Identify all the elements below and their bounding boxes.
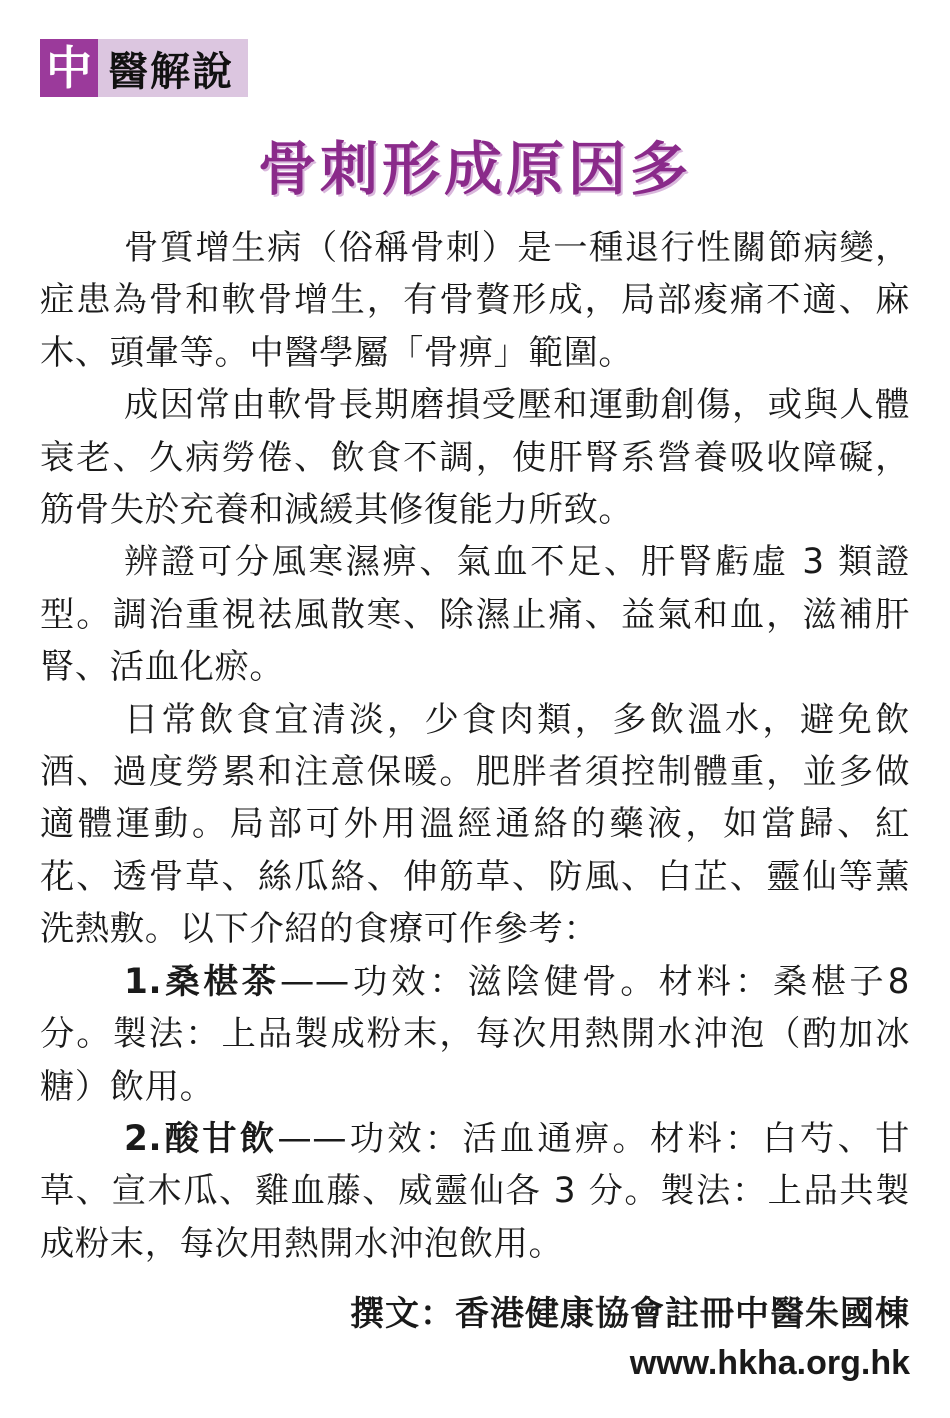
recipe-item xyxy=(40,956,910,1113)
paragraph-causes: 成因常由軟骨長期磨損受壓和運動創傷，或與人體衰老、久病勞倦、飲食不調，使肝腎系營養吸收障礙，筋骨失於充養和減緩其修復能力所致。 xyxy=(40,385,910,531)
column-badge: 中 xyxy=(40,39,98,97)
column-label: 醫解說 xyxy=(98,39,248,97)
recipe-item xyxy=(40,1113,910,1270)
paragraph-diagnosis: 辨證可分風寒濕痹、氣血不足、肝腎虧虛 3 類證型。調治重視祛風散寒、除濕止痛、益氣和血，滋補肝腎、活血化瘀。 xyxy=(40,542,910,688)
article-title: 骨刺形成原因多 xyxy=(257,135,692,203)
recipe-name: 1.桑椹茶 xyxy=(124,961,280,1002)
column-header xyxy=(40,38,248,98)
recipe-text: ——功效：滋陰健骨。材料：桑椹子8分。製法：上品製成粉末，每次用熱開水沖泡（酌加冰糖）飲用。 xyxy=(40,961,910,1107)
paragraph-daily-care: 日常飲食宜清淡，少食肉類，多飲溫水，避免飲酒、過度勞累和注意保暖。肥胖者須控制體重，並多做適體運動。局部可外用溫經通絡的藥液，如當歸、紅花、透骨草、絲瓜絡、伸筋草、防風、白芷、靈仙等薰洗熱敷。以下介紹的食療可作參考： xyxy=(40,699,910,950)
website-url: www.hkha.org.hk xyxy=(629,1344,910,1382)
paragraph-definition: 骨質增生病（俗稱骨刺）是一種退行性關節病變，症患為骨和軟骨增生，有骨贅形成，局部痠痛不適、麻木、頭暈等。中醫學屬「骨痹」範圍。 xyxy=(40,228,910,373)
recipe-text: ——功效：活血通痹。材料：白芍、甘草、宣木瓜、雞血藤、威靈仙各 3 分。製法：上品共製成粉末，每次用熱開水沖泡飲用。 xyxy=(40,1118,910,1264)
article-body xyxy=(40,222,910,1270)
recipe-name: 2.酸甘飲 xyxy=(124,1118,278,1159)
author-byline: 撰文：香港健康協會註冊中醫朱國棟 xyxy=(350,1294,910,1334)
